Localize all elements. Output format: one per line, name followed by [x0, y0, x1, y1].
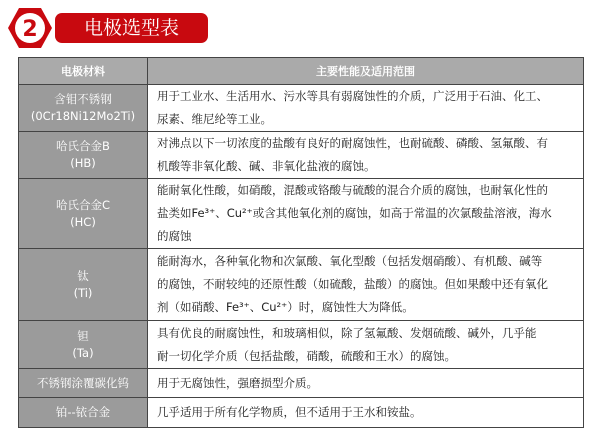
- description-line: 的腐蚀: [157, 229, 192, 243]
- description-cell: [148, 321, 584, 369]
- description-line: 剂（如硝酸、Fe³⁺、Cu²⁺）时，腐蚀性大为降低。: [157, 300, 414, 314]
- material-line: 钽: [77, 328, 89, 343]
- material-line: (Ti): [73, 285, 93, 300]
- table-row: [19, 132, 584, 179]
- description-line: 对沸点以下一切浓度的盐酸有良好的耐腐蚀性，也耐硫酸、磷酸、氢氟酸、有: [157, 136, 548, 150]
- material-line: 含钼不锈钢: [54, 92, 112, 106]
- material-cell: [19, 249, 148, 321]
- description-line: 用于工业水、生活用水、污水等具有弱腐蚀性的介质，广泛用于石油、化工、: [157, 89, 548, 103]
- header-material: 电极材料: [19, 58, 148, 85]
- table-row: [19, 321, 584, 369]
- material-line: (HB): [70, 156, 96, 170]
- description-line: 盐类如Fe³⁺、Cu²⁺或含其他氧化剂的腐蚀，如高于常温的次氯酸盐溶液，海水: [157, 206, 552, 220]
- table-row: [19, 398, 584, 428]
- description-cell: [148, 398, 584, 428]
- electrode-selection-table: [18, 57, 584, 428]
- material-line: 铂--铱合金: [55, 405, 111, 419]
- material-line: 哈氏合金C: [55, 197, 111, 212]
- material-cell: [19, 179, 148, 249]
- description-line: 能耐海水，各种氧化物和次氯酸、氧化型酸（包括发烟硝酸）、有机酸、碱等: [157, 254, 543, 268]
- description-cell: [148, 249, 584, 321]
- description-line: 几乎适用于所有化学物质，但不适用于王水和铵盐。: [157, 405, 422, 419]
- description-line: 耐一切化学介质（包括盐酸，硝酸，硫酸和王水）的腐蚀。: [157, 348, 456, 363]
- material-line: 钛: [77, 268, 89, 283]
- hexagon-number-badge: [8, 6, 52, 50]
- description-line: 机酸等非氧化酸、碱、非氧化盐液的腐蚀。: [157, 159, 376, 173]
- section-title: 电极选型表: [55, 13, 208, 43]
- material-cell: [19, 85, 148, 132]
- material-line: 哈氏合金B: [56, 139, 110, 153]
- material-cell: [19, 132, 148, 179]
- description-line: 的腐蚀，不耐较纯的还原性酸（如硫酸，盐酸）的腐蚀。但如果酸中还有氧化: [157, 277, 548, 291]
- material-line: (0Cr18Ni12Mo2Ti): [30, 109, 136, 123]
- description-line: 用于无腐蚀性，强磨损型介质。: [157, 375, 318, 390]
- table-row: [19, 85, 584, 132]
- material-line: (Ta): [72, 345, 94, 360]
- table-row: [19, 179, 584, 249]
- table-row: [19, 249, 584, 321]
- material-cell: [19, 398, 148, 428]
- description-line: 能耐氧化性酸，如硝酸，混酸或铬酸与硫酸的混合介质的腐蚀，也耐氧化性的: [157, 183, 548, 197]
- header-description: 主要性能及适用范围: [148, 58, 584, 85]
- description-line: 尿素、维尼纶等工业。: [157, 112, 272, 126]
- description-cell: [148, 85, 584, 132]
- badge-number: 2: [22, 17, 38, 42]
- description-line: 具有优良的耐腐蚀性，和玻璃相似，除了氢氟酸、发烟硫酸、碱外，几乎能: [157, 325, 537, 340]
- material-line: (HC): [70, 214, 96, 229]
- description-cell: [148, 132, 584, 179]
- material-cell: [19, 321, 148, 369]
- description-cell: [148, 179, 584, 249]
- description-cell: [148, 369, 584, 398]
- material-cell: [19, 369, 148, 398]
- table-row: [19, 369, 584, 398]
- material-line: 不锈钢涂覆碳化钨: [37, 375, 129, 390]
